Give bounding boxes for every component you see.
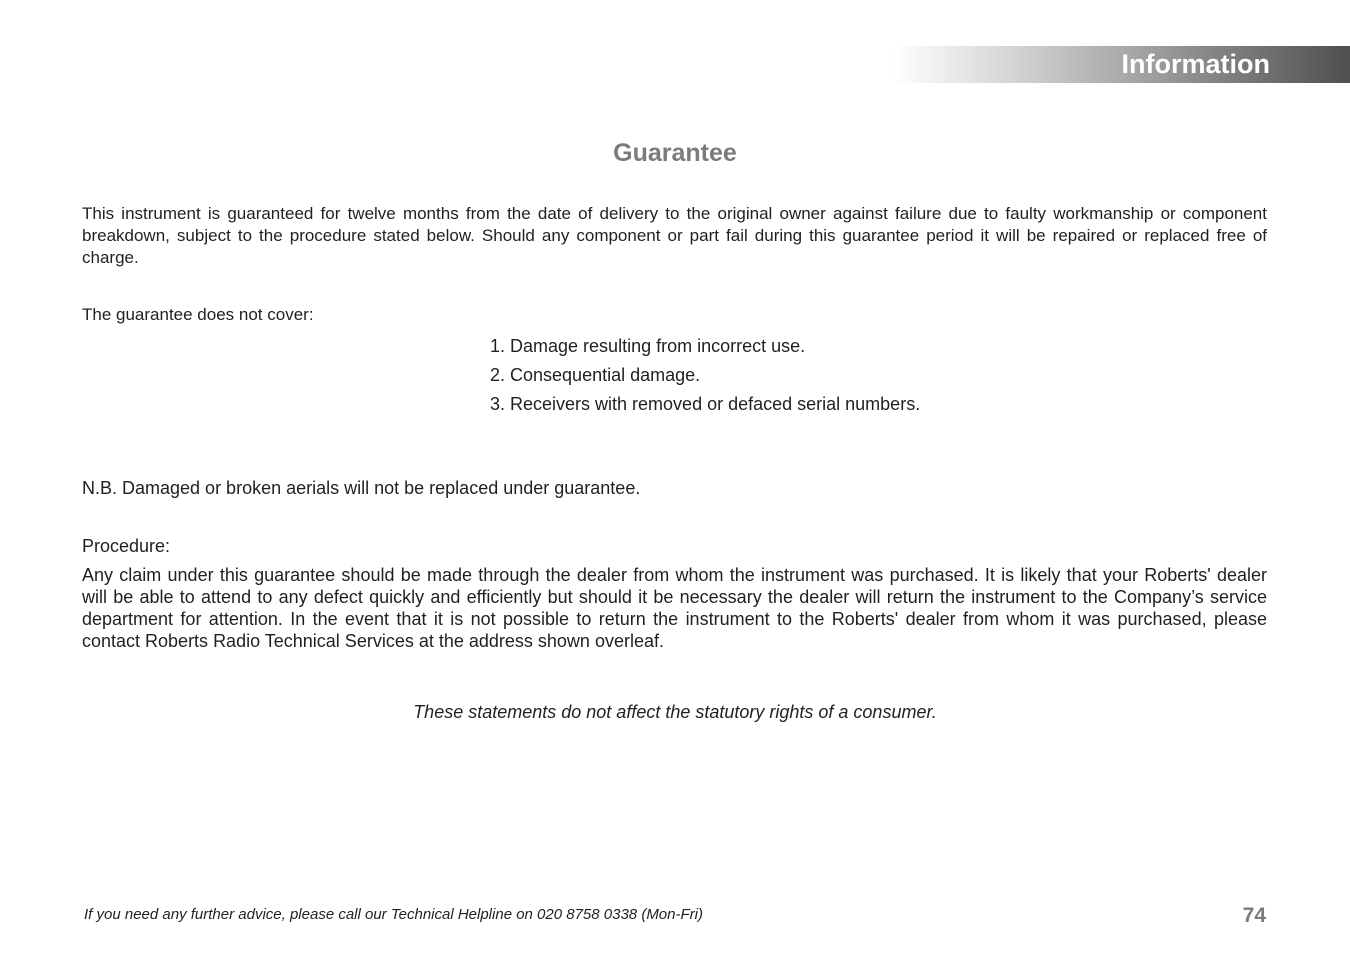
procedure-paragraph: Any claim under this guarantee should be made through the dealer from whom the instrument was purchased. It is likely that your Roberts' dealer will be able to attend to any defect quickly and efficiently but should it be necessary the dealer will return the instrument to the Company’s service department for attention. In the event that it is not possible to return the instrument to the Roberts' dealer from whom it was purchased, please contact Roberts Radio Technical Services at the address shown overleaf. xyxy=(82,565,1267,651)
section-title: Information xyxy=(1121,49,1270,79)
helpline-note: If you need any further advice, please call our Technical Helpline on 020 8758 0338 (Mon-Fri) xyxy=(84,906,703,923)
list-item: 2. Consequential damage. xyxy=(490,365,701,385)
section-header-bar xyxy=(893,46,1350,83)
list-item: 3. Receivers with removed or defaced serial numbers. xyxy=(490,394,921,414)
procedure-label: Procedure: xyxy=(82,536,171,556)
statutory-statement: These statements do not affect the statutory rights of a consumer. xyxy=(413,702,937,722)
list-item: 1. Damage resulting from incorrect use. xyxy=(490,336,806,356)
page-title: Guarantee xyxy=(613,139,737,167)
nb-note: N.B. Damaged or broken aerials will not be replaced under guarantee. xyxy=(82,478,641,498)
page-number: 74 xyxy=(1242,904,1266,927)
not-covered-label: The guarantee does not cover: xyxy=(82,305,314,324)
intro-paragraph: This instrument is guaranteed for twelve months from the date of delivery to the original owner against failure due to faulty workmanship or component breakdown, subject to the procedure stated below. Should any component or part fail during this guarantee period it will be repaired or replaced free of charge. xyxy=(82,204,1267,267)
exclusions-list xyxy=(490,332,920,419)
